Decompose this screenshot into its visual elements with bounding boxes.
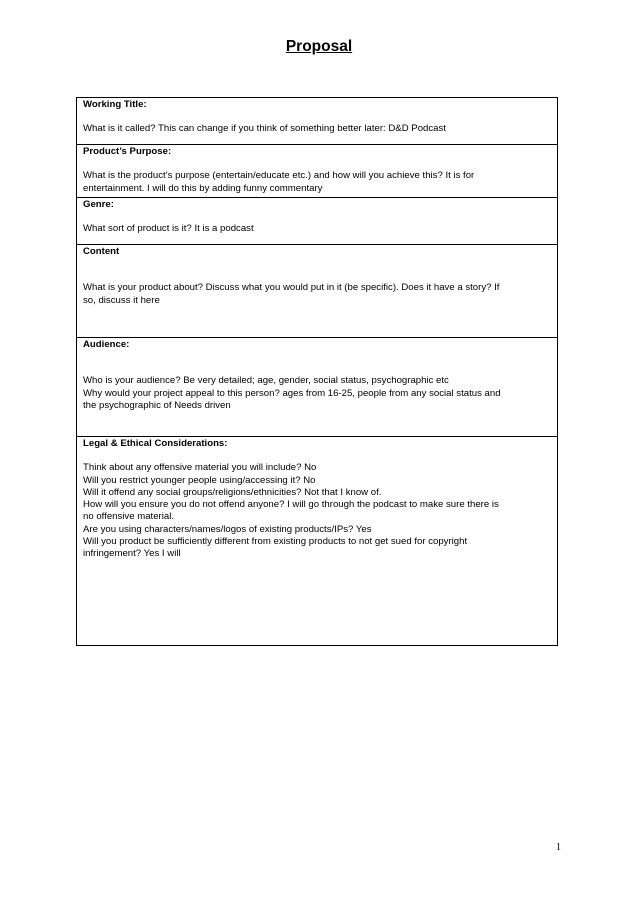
audience-text-line: Why would your project appeal to this person? ages from 16-25, people from any social status and [83,387,501,399]
legal-text-line: Will you product be sufficiently different from existing products to not get sued for copyright [83,536,468,548]
audience-text-line: Who is your audience? Be very detailed; age, gender, social status, psychographic etc [83,375,449,387]
legal-cell [77,437,558,646]
section-legal-ethical [77,437,558,646]
genre-heading: Genre: [83,199,114,210]
content-cell [77,245,558,338]
legal-text-line: infringement? Yes I will [83,548,181,560]
content-text-line: What is your product about? Discuss what you would put in it (be specific). Does it have a story? If [83,282,500,294]
audience-text-line: the psychographic of Needs driven [83,399,231,411]
legal-text-line: no offensive material. [83,511,175,523]
content-heading: Content [83,246,120,257]
proposal-form-table [76,97,558,646]
genre-cell [77,198,558,245]
working-title-cell [77,98,558,145]
purpose-cell [77,145,558,198]
section-audience [77,338,558,437]
legal-text-line: Will you restrict younger people using/accessing it? No [83,474,316,486]
section-working-title [77,98,558,145]
section-purpose [77,145,558,198]
section-genre [77,198,558,245]
audience-cell [77,338,558,437]
page-title: Proposal [285,38,353,55]
legal-text-line: Think about any offensive material you will include? No [83,462,317,474]
legal-text-line: Will it offend any social groups/religions/ethnicities? Not that I know of. [83,486,382,498]
genre-text: What sort of product is it? It is a podcast [83,223,254,235]
working-title-text: What is it called? This can change if you think of something better later: D&D Podcast [83,123,446,135]
purpose-heading: Product’s Purpose: [83,146,172,157]
working-title-heading: Working Title: [83,99,147,110]
legal-text-line: How will you ensure you do not offend anyone? I will go through the podcast to make sure there is [83,499,499,511]
legal-heading: Legal & Ethical Considerations: [83,438,228,449]
audience-heading: Audience: [83,339,130,350]
page-number: 1 [556,842,561,853]
section-content [77,245,558,338]
purpose-text-line: What is the product’s purpose (entertain/educate etc.) and how will you achieve this? It is for [83,170,475,182]
legal-text-line: Are you using characters/names/logos of existing products/IPs? Yes [83,523,372,535]
content-text-line: so, discuss it here [83,294,160,306]
purpose-text-line: entertainment. I will do this by adding funny commentary [83,182,323,194]
